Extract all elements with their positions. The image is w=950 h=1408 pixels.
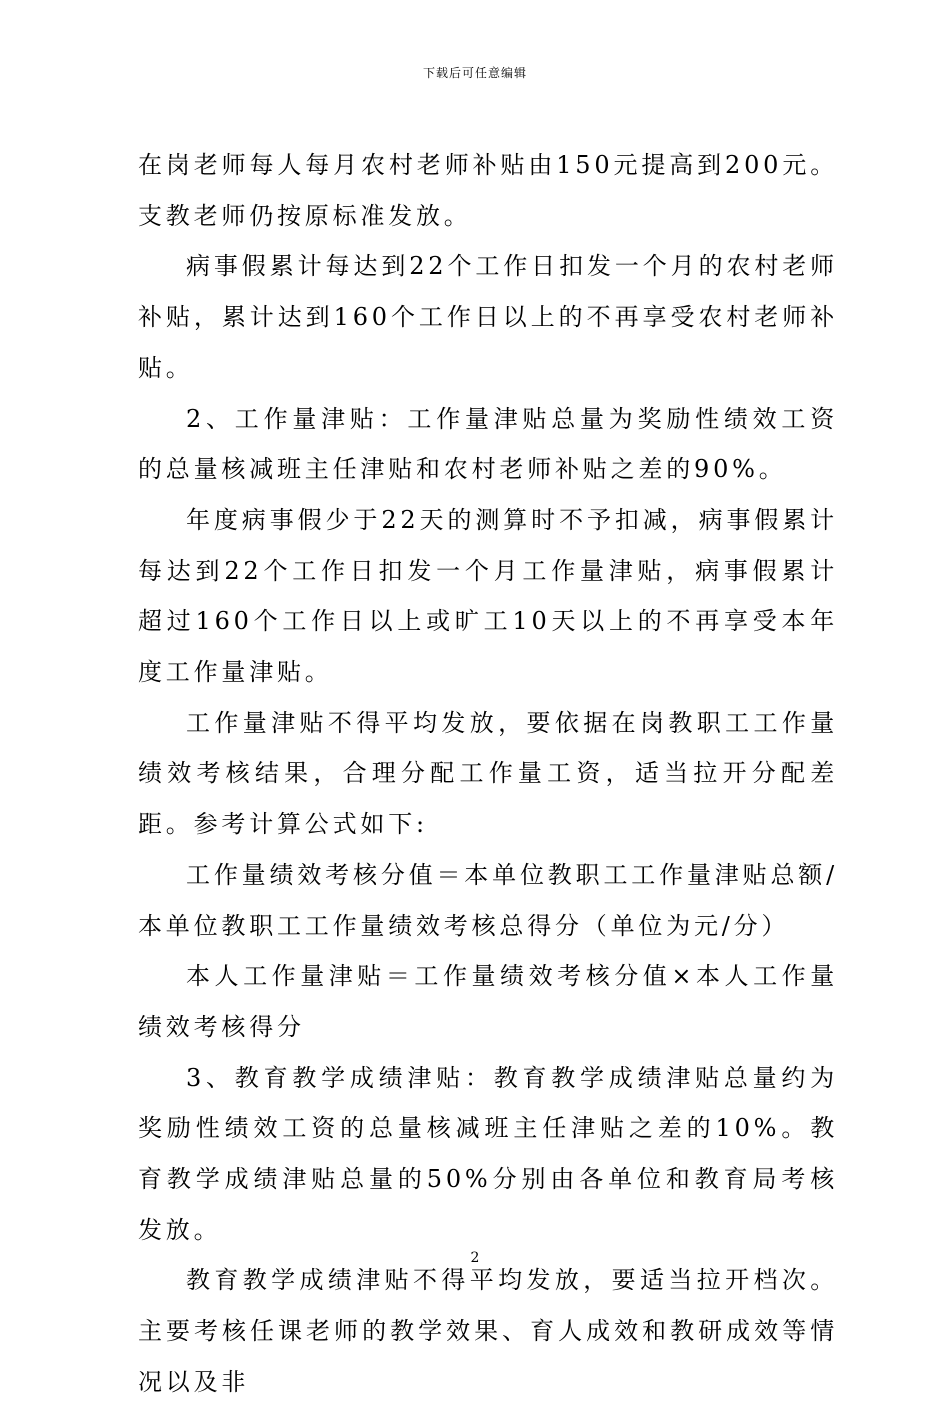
paragraph-workload-leave-deduction: 年度病事假少于22天的测算时不予扣减，病事假累计每达到22个工作日扣发一个月工作量津贴，病事假累计超过160个工作日以上或旷工10天以上的不再享受本年度工作量津贴。: [138, 505, 838, 687]
paragraph-workload-distribution: 工作量津贴不得平均发放，要依据在岗教职工工作量绩效考核结果，合理分配工作量工资，适当拉开分配差距。参考计算公式如下:: [138, 708, 838, 839]
document-body: [138, 140, 838, 1408]
paragraph-workload-allowance: 2、工作量津贴：工作量津贴总量为奖励性绩效工资的总量核减班主任津贴和农村老师补贴之差的90%。: [138, 404, 838, 484]
paragraph-formula-score-value: 工作量绩效考核分值＝本单位教职工工作量津贴总额/本单位教职工工作量绩效考核总得分（单位为元/分）: [138, 860, 838, 940]
paragraph-teaching-performance-distribution: 教育教学成绩津贴不得平均发放，要适当拉开档次。主要考核任课老师的教学效果、育人成效和教研成效等情况以及非: [138, 1266, 838, 1396]
page-number: 2: [470, 1250, 480, 1266]
paragraph-rural-subsidy-deduction: 病事假累计每达到22个工作日扣发一个月的农村老师补贴，累计达到160个工作日以上的不再享受农村老师补贴。: [138, 252, 838, 382]
page-header: 下载后可任意编辑: [422, 66, 527, 80]
paragraph-formula-personal-allowance: 本人工作量津贴＝工作量绩效考核分值×本人工作量绩效考核得分: [138, 962, 838, 1041]
paragraph-teaching-performance-allowance: 3、教育教学成绩津贴：教育教学成绩津贴总量约为奖励性绩效工资的总量核减班主任津贴之差的10%。教育教学成绩津贴总量的50%分别由各单位和教育局考核发放。: [138, 1063, 838, 1244]
paragraph-rural-subsidy-raise: 在岗老师每人每月农村老师补贴由150元提高到200元。支教老师仍按原标准发放。: [138, 151, 838, 230]
